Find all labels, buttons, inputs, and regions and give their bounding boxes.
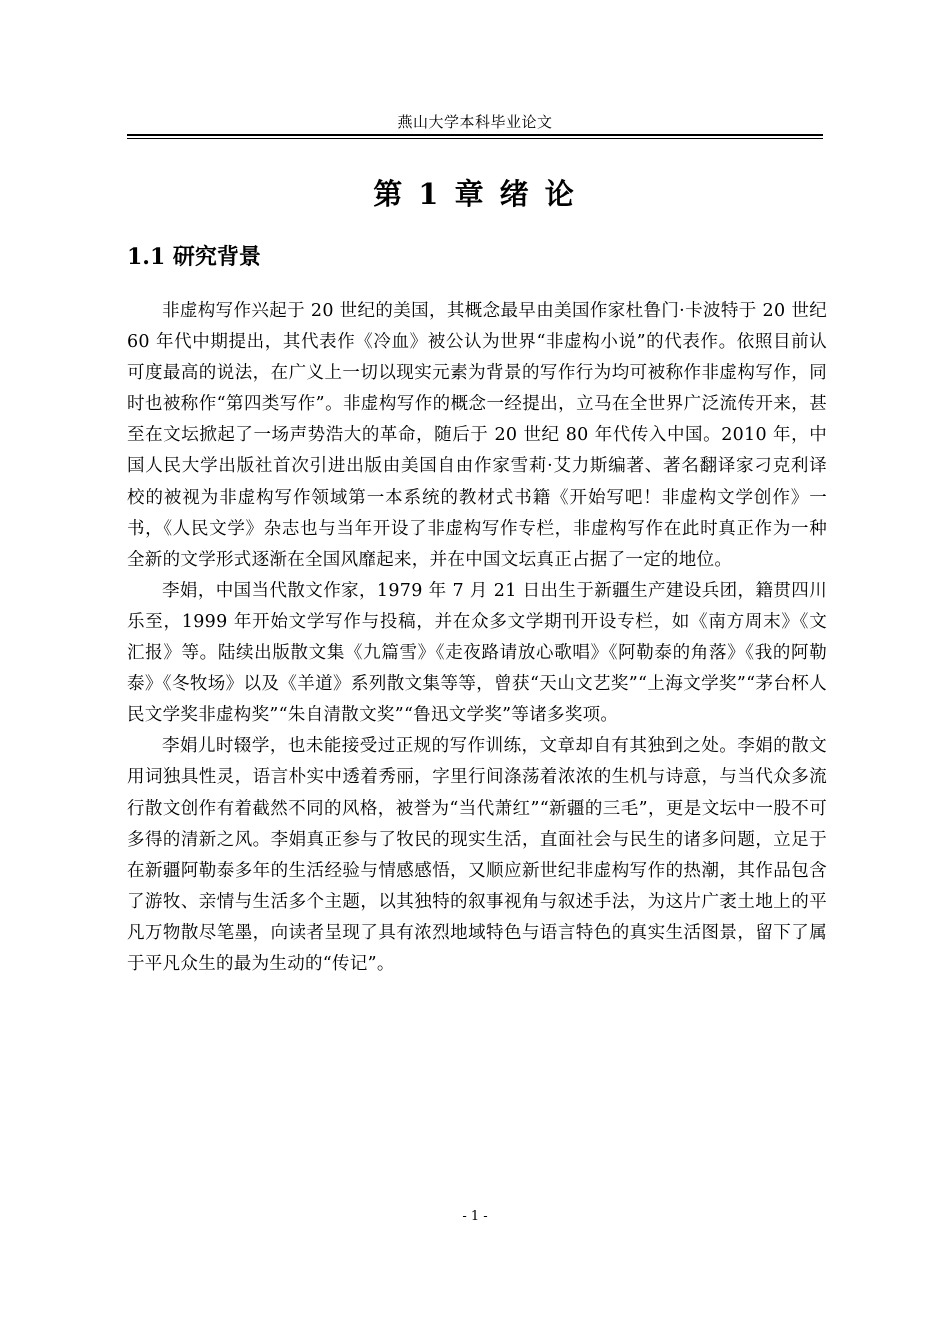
chapter-title: 第 1 章 绪 论 xyxy=(373,177,577,211)
header-rule-thick xyxy=(127,134,823,136)
paragraph-author-profile: 李娟，中国当代散文作家，1979 年 7 月 21 日出生于新疆生产建设兵团，籍贯四川乐至，1999 年开始文学写作与投稿，并在众多文学期刊开设专栏，如《南方周末》《文汇报》等。陆续出版散文集《九篇雪》《走夜路请放心歌唱》《阿勒泰的角落》《我的阿勒泰》《冬牧场》以及《羊道》系列散文集等等，曾获“天山文艺奖”“上海文学奖”“茅台杯人民文学奖非虚构奖”“朱自清散文奖”“鲁迅文学奖”等诸多奖项。 xyxy=(127,580,827,726)
page-number: - 1 - xyxy=(462,1209,488,1224)
paragraph-nonfiction-background: 非虚构写作兴起于 20 世纪的美国，其概念最早由美国作家杜鲁门·卡波特于 20 世纪 60 年代中期提出，其代表作《冷血》被公认为世界“非虚构小说”的代表作。依照目前认可度最高的说法，在广义上一切以现实元素为背景的写作行为均可被称作非虚构写作，同时也被称作“第四类写作”。非虚构写作的概念一经提出，立马在全世界广泛流传开来，甚至在文坛掀起了一场声势浩大的革命，随后于 20 世纪 80 年代传入中国。2010 年，中国人民大学出版社首次引进出版由美国自由作家雪莉·艾力斯编著、著名翻译家刁克利译校的被视为非虚构写作领域第一本系统的教材式书籍《开始写吧！非虚构文学创作》一书，《人民文学》杂志也与当年开设了非虚构写作专栏，非虚构写作在此时真正作为一种全新的文学形式逐渐在全国风靡起来，并在中国文坛真正占据了一定的地位。 xyxy=(127,301,827,570)
body-text xyxy=(127,296,827,980)
section-heading: 1.1 研究背景 xyxy=(127,244,261,270)
paragraph-writing-style: 李娟儿时辍学，也未能接受过正规的写作训练，文章却自有其独到之处。李娟的散文用词独具性灵，语言朴实中透着秀丽，字里行间涤荡着浓浓的生机与诗意，与当代众多流行散文创作有着截然不同的风格，被誉为“当代萧红”“新疆的三毛”，更是文坛中一股不可多得的清新之风。李娟真正参与了牧民的现实生活，直面社会与民生的诸多问题，立足于在新疆阿勒泰多年的生活经验与情感感悟，又顺应新世纪非虚构写作的热潮，其作品包含了游牧、亲情与生活多个主题，以其独特的叙事视角与叙述手法，为这片广袤土地上的平凡万物散尽笔墨，向读者呈现了具有浓烈地域特色与语言特色的真实生活图景，留下了属于平凡众生的最为生动的“传记”。 xyxy=(127,736,827,974)
header-rule-thin xyxy=(127,138,823,139)
running-header: 燕山大学本科毕业论文 xyxy=(397,113,553,131)
